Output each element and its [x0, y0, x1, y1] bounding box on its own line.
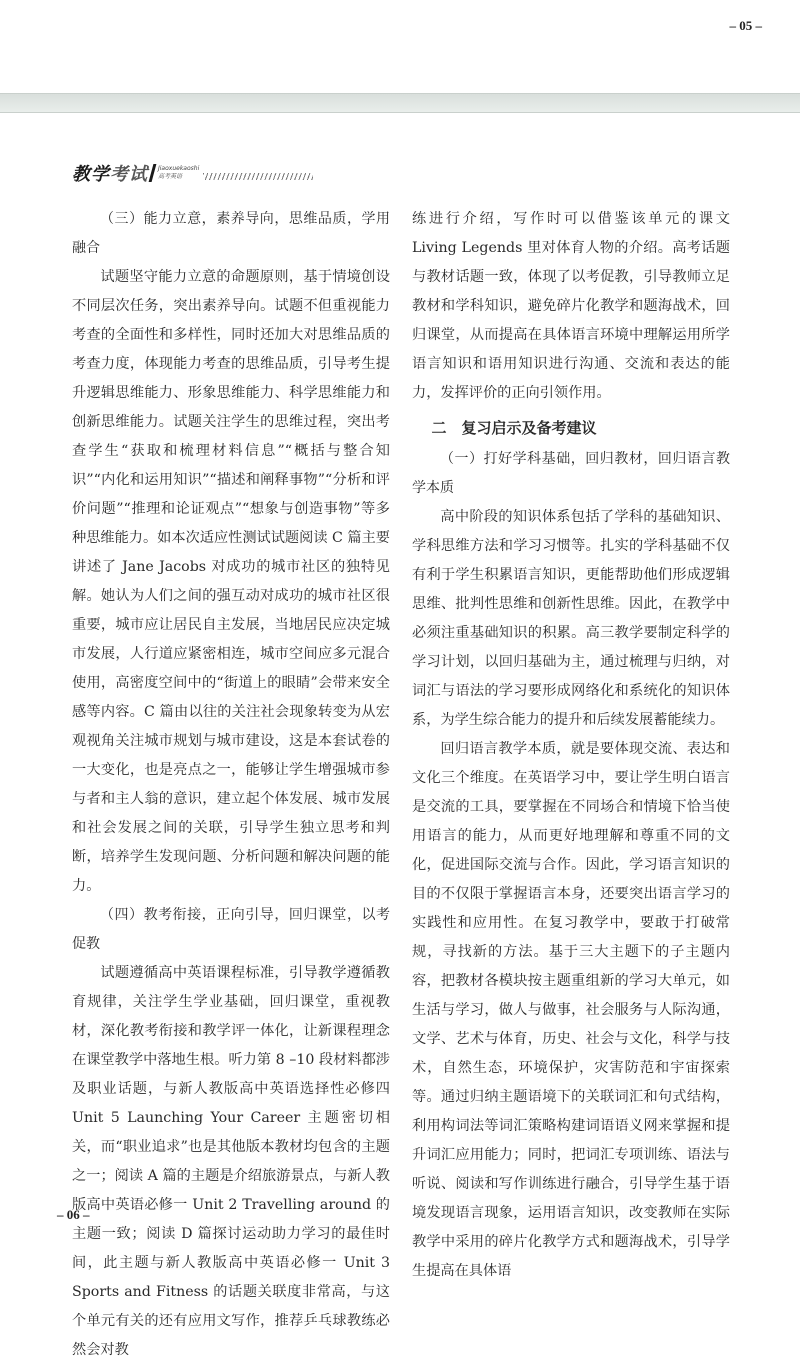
header-rule-band: [0, 93, 800, 113]
subheading: （一）打好学科基础，回归教材，回归语言教学本质: [412, 451, 730, 496]
paragraph: 试题坚守能力立意的命题原则，基于情境创设不同层次任务，突出素养导向。试题不但重视能力考查的全面性和多样性，同时还加大对思维品质的考查力度，体现能力考查的思维品质，引导考生提升逻辑思维能力、形象思维能力、科学思维能力和创新思维能力。试题关注学生的思维过程，突出考查学生“获取和梳理材料信息”“概括与整合知识”“内化和运用知识”“描述和阐释事物”“分析和评价问题”“推理和论证观点”“想象与创造事物”等多种思维能力。如本次适应性测试试题阅读 C 篇主要讲述了 Jane Jacobs 对成功的城市社区的独特见解。她认为人们之间的强互动对成功的城市社区很重要，城市应让居民自主发展，当地居民应决定城市发展，人行道应紧密相连，城市空间应多元混合使用，高密度空间中的“街道上的眼睛”会带来安全感等内容。C 篇由以往的关注社会现象转变为从宏观视角关注城市规划与城市建设，这是本套试卷的一大变化，也是亮点之一，能够让学生增强城市参与者和主人翁的意识，建立起个体发展、城市发展和社会发展之间的关联，引导学生独立思考和判断，培养学生发现问题、分析问题和解决问题的能力。: [72, 269, 390, 894]
right-column: [412, 205, 730, 1286]
paragraph: 高中阶段的知识体系包括了学科的基础知识、学科思维方法和学习习惯等。扎实的学科基础不仅有利于学生积累语言知识，更能帮助他们形成逻辑思维、批判性思维和创新性思维。因此，在教学中必须注重基础知识的积累。高三教学要制定科学的学习计划，以回归基础为主，通过梳理与归纳，对词汇与语法的学习要形成网络化和系统化的知识体系，为学生综合能力的提升和后续发展蓄能续力。: [412, 509, 730, 728]
logo-subtitle-cn: 高考英语: [158, 173, 183, 180]
journal-logo: [72, 160, 313, 186]
left-column: [72, 205, 390, 1365]
logo-title: [72, 160, 148, 186]
subheading: （四）教考衔接，正向引导，回归课堂，以考促教: [72, 907, 390, 952]
logo-subtitle-pinyin: Jiaoxuekaoshi: [158, 165, 200, 172]
logo-subtitle: [158, 165, 199, 181]
logo-separator: [149, 164, 157, 182]
top-margin: [0, 0, 800, 93]
bottom-page-number: – 06 –: [57, 1207, 90, 1222]
subheading: （三）能力立意，素养导向，思维品质，学用融合: [72, 211, 390, 256]
paragraph: 试题遵循高中英语课程标准，引导教学遵循教育规律，关注学生学业基础，回归课堂，重视教材，深化教考衔接和教学评一体化，让新课程理念在课堂教学中落地生根。听力第 8 –10 段材料都涉及职业话题，与新人教版高中英语选择性必修四 Unit 5 Launching Your Career 主题密切相关，而“职业追求”也是其他版本教材均包含的主题之一；阅读 A 篇的主题是介绍旅游景点，与新人教版高中英语必修一 Unit 2 Travelling around 的主题一致；阅读 D 篇探讨运动助力学习的最佳时间，此主题与新人教版高中英语必修一 Unit 3 Sports and Fitness 的话题关联度非常高，与这个单元有关的还有应用文写作，推荐乒乓球教练必然会对教: [72, 965, 390, 1358]
logo-hatch-lines: [203, 173, 313, 180]
paragraph-continuation: 练进行介绍，写作时可以借鉴该单元的课文 Living Legends 里对体育人物的介绍。高考话题与教材话题一致，体现了以考促教，引导教师立足教材和学科知识，避免碎片化教学和题海战术，回归课堂，从而提高在具体语言环境中理解运用所学语言知识和语用知识进行沟通、交流和表达的能力，发挥评价的正向引领作用。: [412, 211, 730, 401]
paragraph: 回归语言教学本质，就是要体现交流、表达和文化三个维度。在英语学习中，要让学生明白语言是交流的工具，要掌握在不同场合和情境下恰当使用语言的能力，从而更好地理解和尊重不同的文化，促进国际交流与合作。因此，学习语言知识的目的不仅限于掌握语言本身，还要突出语言学习的实践性和应用性。在复习教学中，要敢于打破常规，寻找新的方法。基于三大主题下的子主题内容，把教材各模块按主题重组新的学习大单元，如生活与学习，做人与做事，社会服务与人际沟通，文学、艺术与体育，历史、社会与文化，科学与技术，自然生态，环境保护，灾害防范和宇宙探索等。通过归纳主题语境下的关联词汇和句式结构，利用构词法等词汇策略构建词语语义网来掌握和提升词汇应用能力；同时，把词汇专项训练、语法与听说、阅读和写作训练进行融合，引导学生基于语境发现语言现象，运用语言知识，改变教师在实际教学中采用的碎片化教学方式和题海战术，引导学生提高在具体语: [412, 741, 730, 1279]
logo-title-accent: 考试: [110, 164, 148, 185]
logo-title-bold: 教学: [72, 164, 110, 185]
section-heading: 二 复习启示及备考建议: [431, 419, 597, 437]
top-page-number: – 05 –: [729, 18, 762, 33]
